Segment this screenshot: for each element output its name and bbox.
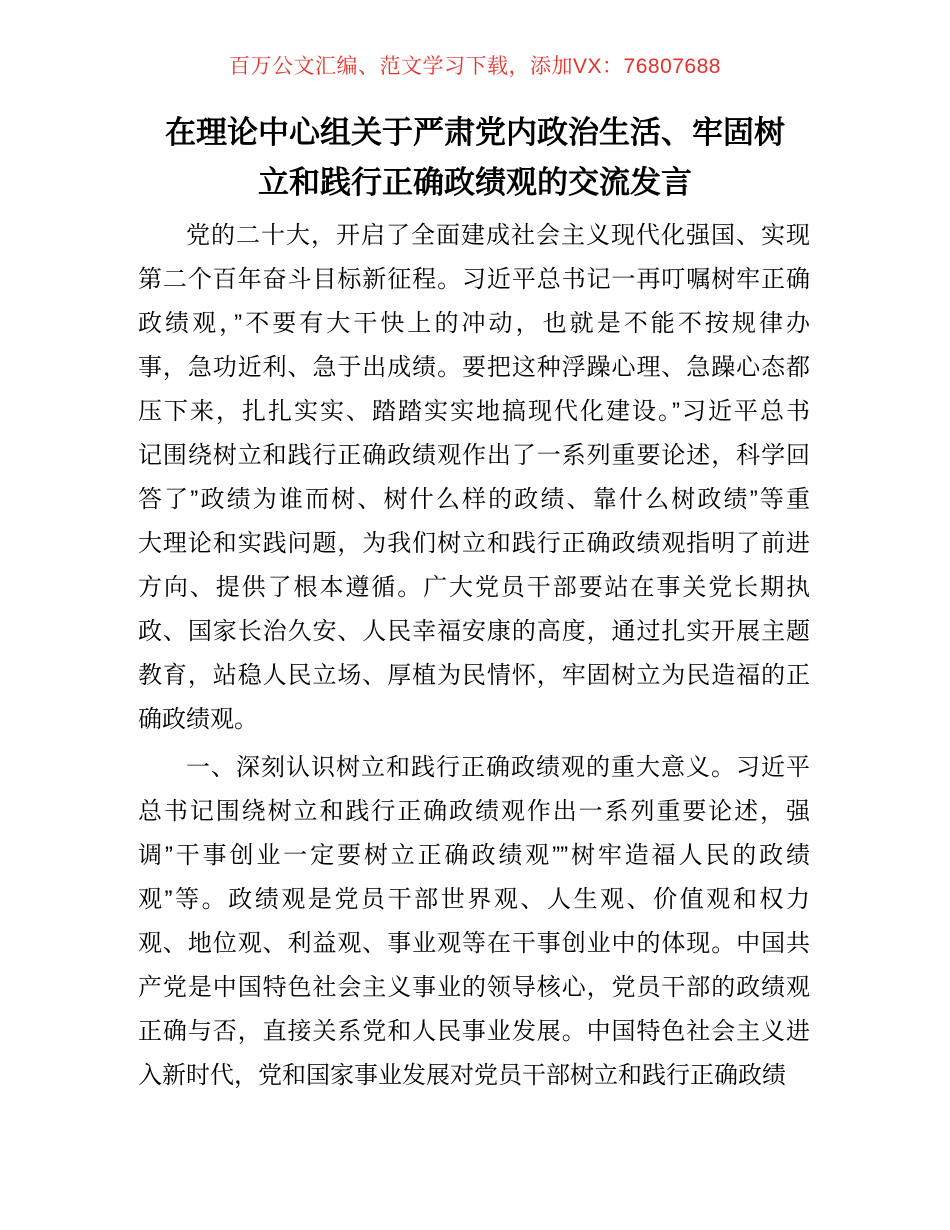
text-line: 事，急功近利、急于出成绩。要把这种浮躁心理、急躁心态都 [138,354,810,381]
text-line: 记围绕树立和践行正确政绩观作出了一系列重要论述，科学回 [138,442,810,469]
text-line: 压下来，扎扎实实、踏踏实实地搞现代化建设。”习近平总书 [138,398,810,425]
text-line: 正确与否，直接关系党和人民事业发展。中国特色社会主义进 [138,1018,810,1045]
page-title [0,108,950,208]
paragraph-2 [138,746,810,1098]
text-line: 教育，站稳人民立场、厚植为民情怀，牢固树立为民造福的正 [138,662,810,689]
document-body [138,214,810,1098]
page-title-line-2: 立和践行正确政绩观的交流发言 [258,165,692,200]
text-line: 入新时代，党和国家事业发展对党员干部树立和践行正确政绩 [138,1062,786,1089]
text-line: 方向、提供了根本遵循。广大党员干部要站在事关党长期执 [138,574,810,601]
text-line: 产党是中国特色社会主义事业的领导核心，党员干部的政绩观 [138,974,810,1001]
text-line: 大理论和实践问题，为我们树立和践行正确政绩观指明了前进 [138,530,810,557]
text-line: 观”等。政绩观是党员干部世界观、人生观、价值观和权力 [138,886,810,913]
text-line: 党的二十大，开启了全面建成社会主义现代化强国、实现 [186,222,810,249]
text-line: 总书记围绕树立和践行正确政绩观作出一系列重要论述，强 [138,798,810,825]
paragraph-1 [138,214,810,742]
text-line: 政绩观，”不要有大干快上的冲动，也就是不能不按规律办 [138,310,810,337]
text-line: 观、地位观、利益观、事业观等在干事创业中的体现。中国共 [138,930,810,957]
text-line: 答了”政绩为谁而树、树什么样的政绩、靠什么树政绩”等重 [138,486,810,513]
text-line: 一、深刻认识树立和践行正确政绩观的重大意义。习近平 [186,754,810,781]
text-line: 确政绩观。 [138,706,258,733]
promo-header-note: 百万公文汇编、范文学习下载，添加VX：76807688 [229,55,721,78]
text-line: 调”干事创业一定要树立正确政绩观””树牢造福人民的政绩 [138,842,810,869]
page-title-line-1: 在理论中心组关于严肃党内政治生活、牢固树 [165,115,785,150]
text-line: 政、国家长治久安、人民幸福安康的高度，通过扎实开展主题 [138,618,810,645]
text-line: 第二个百年奋斗目标新征程。习近平总书记一再叮嘱树牢正确 [138,266,810,293]
